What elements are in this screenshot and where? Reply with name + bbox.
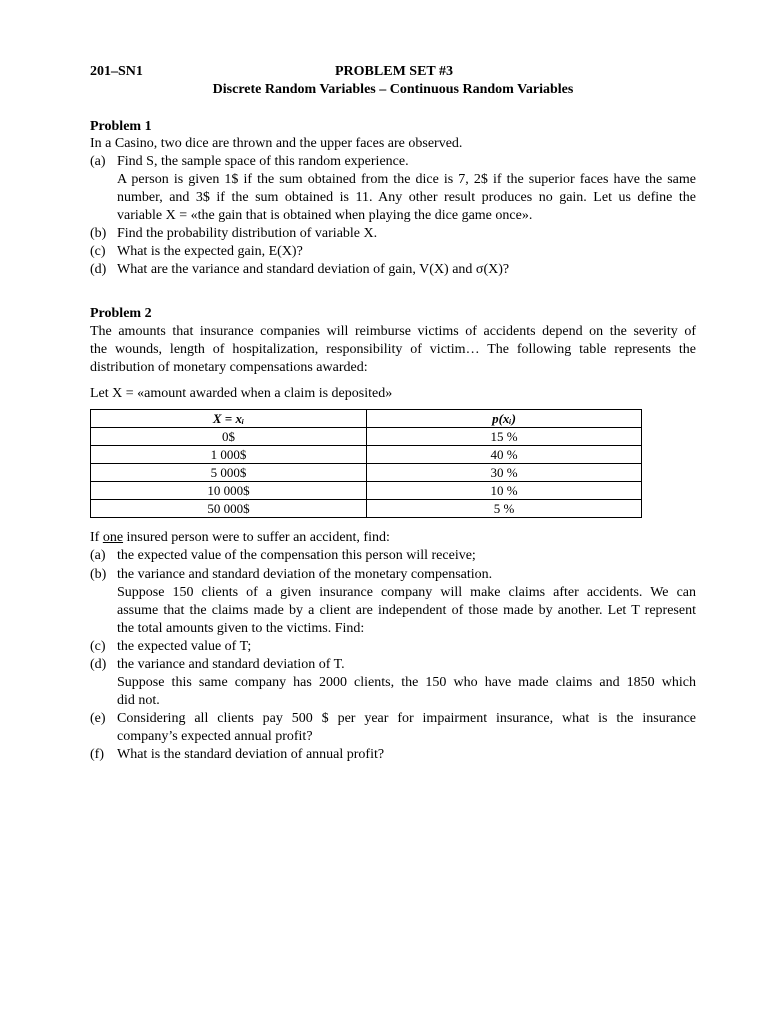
table-row	[91, 428, 642, 446]
problem2-b-label: (b)	[90, 567, 107, 582]
problem2-supp2-line1: Suppose this same company has 2000 clients, the 150 who have made claims and 1850 which	[117, 675, 696, 690]
problem-set-title: PROBLEM SET #3	[335, 64, 453, 79]
table-cell-p: 10 %	[367, 482, 642, 500]
table-cell-x: 50 000$	[91, 500, 367, 518]
problem2-e-line1: Considering all clients pay 500 $ per year for impairment insurance, what is the insurance	[117, 711, 696, 726]
problem1-d-label: (d)	[90, 262, 107, 277]
problem1-para-line3: variable X = «the gain that is obtained when playing the dice game once».	[117, 208, 533, 223]
problem1-para-line2: number, and 3$ if the sum obtained is 11. Any other result produces no gain. Let us define the	[117, 190, 696, 205]
table-cell-p: 40 %	[367, 446, 642, 464]
course-code: 201–SN1	[90, 64, 143, 79]
if-prefix: If	[90, 530, 103, 545]
problem2-intro-line2: the wounds, length of hospitalization, responsibility of victim… The following table represents the	[90, 342, 696, 357]
problem2-b-text: the variance and standard deviation of the monetary compensation.	[117, 567, 493, 582]
table-cell-x: 1 000$	[91, 446, 367, 464]
problem2-a-label: (a)	[90, 548, 106, 563]
table-cell-p: 5 %	[367, 500, 642, 518]
if-rest: insured person were to suffer an accident, find:	[123, 530, 390, 545]
problem2-supp1-line1: Suppose 150 clients of a given insurance company will make claims after accidents. We can	[117, 585, 696, 600]
problem1-c-label: (c)	[90, 244, 106, 259]
problem2-a-text: the expected value of the compensation this person will receive;	[117, 548, 476, 563]
table-row	[91, 500, 642, 518]
compensation-table	[90, 409, 642, 518]
problem1-b-text: Find the probability distribution of variable X.	[117, 226, 378, 241]
problem2-e-line2: company’s expected annual profit?	[117, 729, 313, 744]
problem2-if-line	[90, 529, 390, 547]
problem1-intro: In a Casino, two dice are thrown and the upper faces are observed.	[90, 136, 463, 151]
table-cell-p: 30 %	[367, 464, 642, 482]
problem2-f-label: (f)	[90, 747, 104, 762]
table-header-x: X = xᵢ	[91, 410, 367, 428]
if-one: one	[102, 530, 124, 545]
table-cell-x: 10 000$	[91, 482, 367, 500]
problem2-let-line: Let X = «amount awarded when a claim is deposited»	[90, 386, 393, 401]
table-cell-x: 5 000$	[91, 464, 367, 482]
problem2-supp1-line3: the total amounts given to the victims. Find:	[117, 621, 365, 636]
problem1-d-text: What are the variance and standard deviation of gain, V(X) and σ(X)?	[117, 262, 510, 277]
problem2-heading: Problem 2	[90, 306, 152, 321]
problem1-a-label: (a)	[90, 154, 106, 169]
table-row	[91, 464, 642, 482]
problem2-c-label: (c)	[90, 639, 106, 654]
problem2-d-label: (d)	[90, 657, 107, 672]
table-cell-x: 0$	[91, 428, 367, 446]
table-header-row	[91, 410, 642, 428]
table-header-p: p(xᵢ)	[367, 410, 642, 428]
problem2-intro-line1: The amounts that insurance companies will reimburse victims of accidents depend on the severity of	[90, 324, 696, 339]
problem2-e-label: (e)	[90, 711, 106, 726]
problem1-para-line1: A person is given 1$ if the sum obtained from the dice is 7, 2$ if the superior faces have the same	[117, 172, 696, 187]
problem2-d-text: the variance and standard deviation of T.	[117, 657, 345, 672]
problem-set-subtitle: Discrete Random Variables – Continuous Random Variables	[212, 82, 574, 97]
problem1-a-text: Find S, the sample space of this random experience.	[117, 154, 409, 169]
problem1-b-label: (b)	[90, 226, 107, 241]
problem1-c-text: What is the expected gain, E(X)?	[117, 244, 303, 259]
table-row	[91, 446, 642, 464]
table-row	[91, 482, 642, 500]
problem2-f-text: What is the standard deviation of annual profit?	[117, 747, 385, 762]
problem2-supp2-line2: did not.	[117, 693, 160, 708]
problem2-c-text: the expected value of T;	[117, 639, 252, 654]
table-cell-p: 15 %	[367, 428, 642, 446]
problem1-heading: Problem 1	[90, 119, 152, 134]
problem2-intro-line3: distribution of monetary compensations awarded:	[90, 360, 368, 375]
problem2-supp1-line2: assume that the claims made by a client are independent of those made by another. Let T represent	[117, 603, 696, 618]
